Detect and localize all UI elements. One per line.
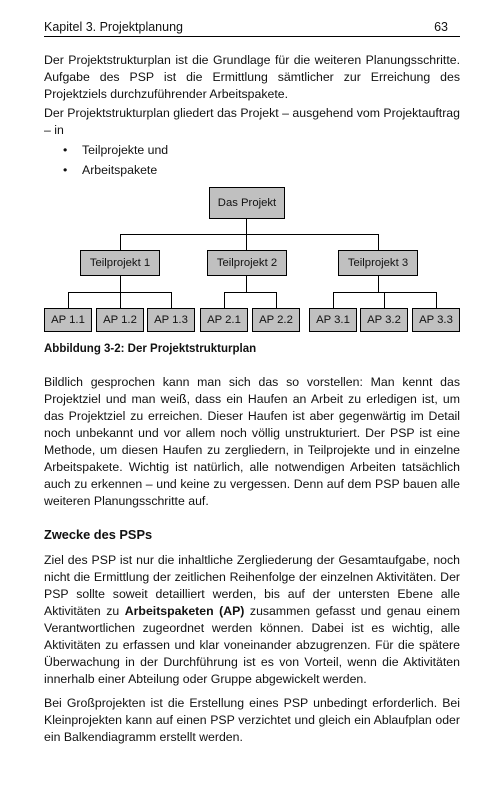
node-label: AP 2.2 [259,314,293,326]
connector-line [224,292,276,293]
connector-line [120,276,121,292]
purpose-text-continued: zusammen gefasst und genau einem Verantwortlichen zugeordnet werden können. Dabei ist es wichtig, alle Aktivitäten zu erfassen und klar voneinander abzugrenzen. Für die spätere Überwachung in der Durchführung ist es von Vorteil, wenn die Aktivitäten innerhalb einer Abteilung oder Gruppe abgewickelt werden. [44,604,460,686]
root-node [209,187,285,219]
purpose-paragraph [44,552,460,688]
structure-paragraph: Der Projektstrukturplan gliedert das Projekt – ausgehend vom Projektauftrag – in [44,106,460,137]
final-paragraph: Bei Großprojekten ist die Erstellung eines PSP unbedingt erforderlich. Bei Kleinprojekten kann auf einen PSP verzichtet und gleich ein Ablaufplan oder ein Balkendiagramm erstellt werden. [44,696,460,744]
connector-line [333,292,436,293]
bullet-text: Arbeitspakete [82,163,158,177]
node-label: AP 3.1 [316,314,350,326]
node-label: AP 1.1 [51,314,85,326]
node-label: AP 1.2 [103,314,137,326]
intro-paragraph: Der Projektstrukturplan ist die Grundlage für die weiteren Planungsschritte. Aufgabe des PSP ist die Ermittlung sämtlicher zur Erreichung des Projektziels durchzuführender Arbeitspakete. [44,53,460,101]
section-heading: Zwecke des PSPs [44,527,153,542]
connector-line [378,234,379,250]
work-package-node [252,308,300,332]
bullet-list [60,142,168,182]
connector-line [378,276,379,292]
list-item [60,142,168,162]
connector-line [436,292,437,308]
connector-line [384,292,385,308]
node-label: Teilprojekt 3 [347,257,409,269]
connector-line [246,276,247,292]
figure-caption: Abbildung 3-2: Der Projektstrukturplan [44,343,257,355]
work-package-node [44,308,92,332]
node-label: Teilprojekt 2 [216,257,278,269]
bullet-icon: • [63,143,68,157]
connector-line [68,292,69,308]
connector-line [68,292,171,293]
node-label: AP 3.2 [367,314,401,326]
work-package-node [309,308,357,332]
node-label: Teilprojekt 1 [89,257,151,269]
connector-line [120,292,121,308]
work-package-node [360,308,408,332]
connector-line [246,219,247,234]
page-header [44,20,460,37]
work-package-node [96,308,144,332]
subproject-node [207,250,287,276]
node-label: Das Projekt [217,197,277,209]
chapter-title: Kapitel 3. Projektplanung [44,20,183,34]
node-label: AP 3.3 [419,314,453,326]
list-item [60,162,168,182]
connector-line [333,292,334,308]
analogy-paragraph: Bildlich gesprochen kann man sich das so vorstellen: Man kennt das Projektziel und man weiß, dass ein Haufen an Arbeit zu erledigen ist, um das Projektziel zu erreichen. Dieser Haufen ist aber gegenwärtig im Detail noch unbekannt und vor allem noch völlig unstrukturiert. Der PSP ist eine Methode, um diesen Haufen zu zergliedern, in Teilprojekte und in einzelne Arbeitspakete. Wichtig ist natürlich, alle notwendigen Arbeiten tatsächlich auch zu erkennen – und keine zu vergessen. Denn auf dem PSP bauen alle weiteren Planungsschritte auf. [44,375,460,508]
connector-line [276,292,277,308]
connector-line [171,292,172,308]
purpose-text: Ziel des PSP ist nur die inhaltliche Zergliederung der Gesamtaufgabe, noch nicht die Ermittlung der zeitlichen Reihenfolge der einzelnen Aktivitäten. Der PSP sollte soweit detailliert werden, bis auf der untersten Ebene alle Aktivitäten zu [44,553,460,618]
connector-line [224,292,225,308]
bullet-icon: • [63,163,68,177]
bullet-text: Teilprojekte und [82,143,169,157]
purpose-bold-term: Arbeitspaketen (AP) [124,604,245,618]
node-label: AP 2.1 [207,314,241,326]
connector-line [120,234,121,250]
work-package-node [147,308,195,332]
page-number: 63 [434,20,448,34]
subproject-node [80,250,160,276]
subproject-node [338,250,418,276]
connector-line [120,234,378,235]
connector-line [246,234,247,250]
work-package-node [412,308,460,332]
node-label: AP 1.3 [154,314,188,326]
work-package-node [200,308,248,332]
